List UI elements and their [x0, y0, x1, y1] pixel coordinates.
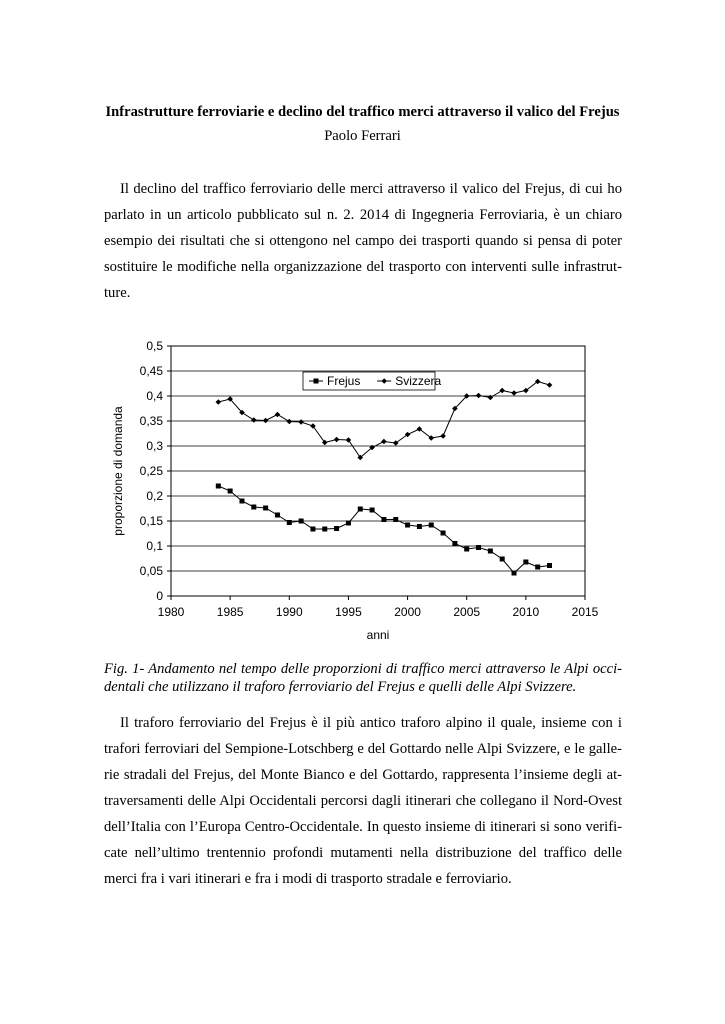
- legend-label-frejus: Frejus: [327, 374, 361, 388]
- x-tick-label: 1995: [335, 605, 362, 619]
- data-point-frejus: [287, 520, 292, 525]
- data-point-svizzera: [547, 382, 553, 388]
- data-point-frejus: [358, 507, 363, 512]
- data-point-svizzera: [499, 388, 505, 394]
- data-point-frejus: [452, 541, 457, 546]
- data-point-frejus: [334, 526, 339, 531]
- data-point-svizzera: [511, 390, 517, 396]
- data-point-frejus: [299, 519, 304, 524]
- y-tick-label: 0,3: [146, 439, 163, 453]
- paragraph-body: Il traforo ferroviario del Frejus è il più antico traforo alpino il quale, insieme con i trafori ferroviari del Sempione-Lotschberg e del Gottardo nelle Alpi Svizzere, e le gallerie stradali del Frejus, del Monte Bianco e del Gottardo, rappresenta l’insieme degli attraversamenti delle Alpi Occidentali percorsi dagli itinerari che collegano il Nord-Ovest dell’Italia con l’Europa Centro-Occidentale. In questo insieme di itinerari si sono verificate nell’ultimo trentennio profondi mutamenti nella distribuzione del traffico delle merci fra i vari itinerari e fra i modi di trasporto stradale e ferroviario.: [104, 715, 622, 887]
- y-tick-label: 0,4: [146, 389, 163, 403]
- data-point-frejus: [512, 571, 517, 576]
- data-point-frejus: [346, 521, 351, 526]
- legend-marker-frejus: [314, 379, 319, 384]
- y-axis-label: proporzione di domanda: [111, 406, 125, 536]
- data-point-svizzera: [263, 418, 269, 424]
- data-point-frejus: [500, 557, 505, 562]
- data-point-frejus: [393, 517, 398, 522]
- data-point-frejus: [228, 489, 233, 494]
- data-point-frejus: [429, 523, 434, 528]
- data-point-frejus: [275, 513, 280, 518]
- y-tick-label: 0,45: [139, 364, 163, 378]
- y-tick-label: 0,05: [139, 564, 163, 578]
- legend-label-svizzera: Svizzera: [395, 374, 442, 388]
- data-point-frejus: [488, 549, 493, 554]
- data-point-svizzera: [381, 439, 387, 445]
- y-tick-label: 0,25: [139, 464, 163, 478]
- data-point-frejus: [370, 508, 375, 513]
- data-point-frejus: [523, 560, 528, 565]
- paper-author: Paolo Ferrari: [324, 128, 401, 144]
- paragraph-intro: Il declino del traffico ferroviario delle merci attraverso il valico del Frejus, di cui ho parlato in un articolo pubblicato sul n. 2. 2014 di Ingegneria Ferroviaria, è un chiaro esempio dei risultati che si ottengono nel campo dei trasporti quando si pensa di poter sostituire le modifiche nella organizzazione del trasporto con interventi sulle infrastrutture.: [104, 181, 622, 301]
- data-point-svizzera: [346, 437, 352, 443]
- data-point-svizzera: [476, 393, 482, 399]
- data-point-frejus: [535, 565, 540, 570]
- data-point-svizzera: [488, 395, 494, 401]
- paper-title: Infrastrutture ferroviarie e declino del traffico merci attraverso il valico del Frejus: [105, 104, 620, 120]
- y-tick-label: 0,2: [146, 489, 163, 503]
- data-point-svizzera: [334, 437, 340, 443]
- figure-1-chart: [100, 330, 600, 650]
- data-point-frejus: [464, 547, 469, 552]
- x-tick-label: 1990: [275, 605, 303, 619]
- data-point-frejus: [381, 517, 386, 522]
- y-tick-label: 0,35: [139, 414, 163, 428]
- data-point-frejus: [251, 505, 256, 510]
- y-tick-label: 0,1: [146, 539, 163, 553]
- x-tick-label: 2005: [453, 605, 481, 619]
- data-point-frejus: [263, 506, 268, 511]
- data-point-svizzera: [298, 419, 304, 425]
- x-tick-label: 2010: [512, 605, 540, 619]
- data-point-frejus: [216, 484, 221, 489]
- data-point-frejus: [310, 527, 315, 532]
- x-tick-label: 2015: [571, 605, 599, 619]
- data-point-svizzera: [440, 433, 446, 439]
- x-tick-label: 2000: [394, 605, 421, 619]
- data-point-frejus: [441, 531, 446, 536]
- data-point-svizzera: [286, 419, 292, 425]
- x-axis-label: anni: [366, 628, 390, 642]
- data-point-svizzera: [275, 412, 281, 418]
- figure-caption: Fig. 1- Andamento nel tempo delle proporzioni di traffico merci attraverso le Alpi occidentali che utilizzano il traforo ferroviario del Frejus e quelli delle Alpi Svizzere.: [104, 661, 622, 695]
- data-point-frejus: [405, 523, 410, 528]
- data-point-frejus: [547, 563, 552, 568]
- data-point-svizzera: [251, 417, 257, 423]
- y-tick-label: 0,5: [146, 339, 163, 353]
- x-tick-label: 1985: [216, 605, 244, 619]
- data-point-frejus: [322, 527, 327, 532]
- data-point-frejus: [476, 545, 481, 550]
- y-tick-label: 0: [156, 589, 163, 603]
- x-tick-label: 1980: [157, 605, 185, 619]
- data-point-frejus: [239, 499, 244, 504]
- y-tick-label: 0,15: [139, 514, 163, 528]
- chart-gridlines: [171, 371, 585, 571]
- chart-legend: [303, 372, 442, 390]
- data-point-svizzera: [216, 399, 222, 405]
- data-point-frejus: [417, 524, 422, 529]
